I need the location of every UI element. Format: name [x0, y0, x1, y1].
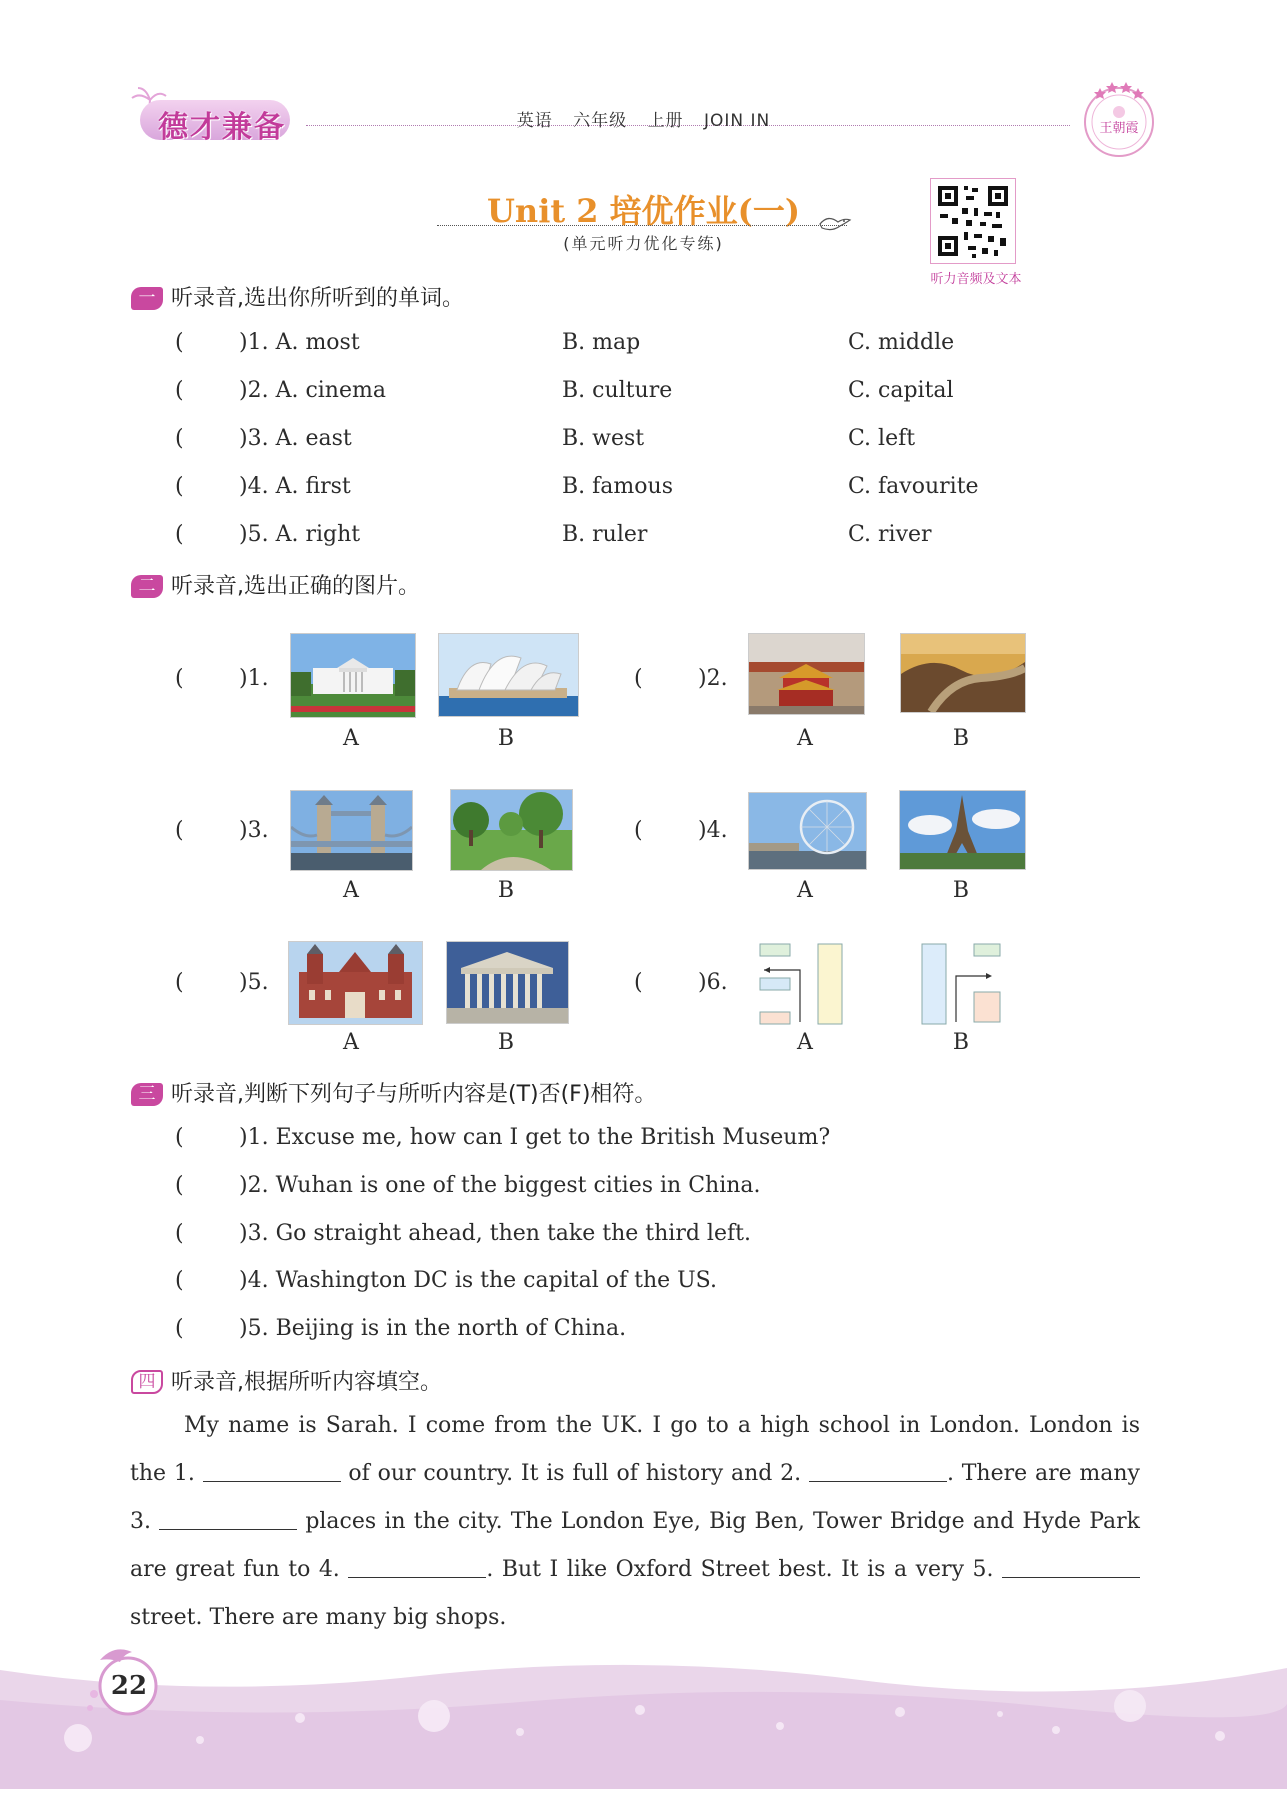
s1-q1-option-a: )1. A. most — [239, 330, 360, 355]
title-divider — [437, 225, 847, 226]
passage-part-1: My name is Sarah. I come from the UK. I go to a high school in London. London is the 1. — [130, 1413, 1140, 1486]
qr-code[interactable] — [930, 178, 1016, 264]
s2-q1-label-b: B — [497, 726, 515, 751]
passage-part-3: . There are many 3. — [130, 1461, 1140, 1534]
s2-q3-label-a: A — [343, 878, 359, 903]
british-museum-image — [447, 942, 568, 1023]
blank-4[interactable] — [348, 1559, 486, 1578]
s2-q5-label-a: A — [343, 1030, 359, 1055]
section2-badge: 二 — [131, 575, 163, 598]
s3-statement-1: ( )1. Excuse me, how can I get to the British Museum? — [175, 1125, 831, 1150]
s1-q2-option-b: B. culture — [562, 378, 673, 403]
s3-statement-2: ( )2. Wuhan is one of the biggest cities in China. — [175, 1173, 761, 1198]
s2-q4-picture-a[interactable] — [748, 792, 867, 870]
s3-statement-5: ( )5. Beijing is in the north of China. — [175, 1316, 627, 1341]
edition: JOIN IN — [703, 111, 771, 131]
london-eye-image — [749, 793, 866, 869]
s2-q4-label-b: B — [952, 878, 970, 903]
red-brick-museum-image — [289, 942, 422, 1024]
page-number: 22 — [110, 1671, 148, 1701]
svg-text:王朝霞: 王朝霞 — [1099, 121, 1139, 136]
s1-q4-option-c: C. favourite — [848, 474, 979, 499]
qr-code-icon — [930, 178, 1016, 264]
volume: 上册 — [647, 111, 684, 131]
passage-part-4: places in the city. The London Eye, Big Ben, Tower Bridge and Hyde Park are great fun to 4. — [130, 1509, 1140, 1582]
unit-title: Unit 2 培优作业(一) — [487, 192, 800, 230]
section3-heading — [131, 1077, 656, 1108]
s1-q1-option-c: C. middle — [848, 330, 955, 355]
s1-question-2: ( )2. A. cinema B. culture C. capital — [175, 378, 954, 403]
s1-q4-option-a: )4. A. first — [239, 474, 351, 499]
section2-heading — [131, 569, 420, 600]
tower-bridge-image — [291, 791, 412, 870]
s2-q4-number: )4. — [698, 818, 728, 843]
seal-icon — [1078, 78, 1160, 160]
passage-part-6: street. There are many big shops. — [130, 1605, 507, 1630]
eiffel-tower-image — [900, 791, 1025, 869]
s3-statement-3: ( )3. Go straight ahead, then take the third left. — [175, 1221, 751, 1246]
s2-q2-number: )2. — [698, 666, 728, 691]
s2-q3-label-b: B — [497, 878, 515, 903]
s1-q1-option-b: B. map — [562, 330, 641, 355]
qr-caption: 听力音频及文本 — [930, 272, 1022, 287]
blank-3[interactable] — [159, 1511, 297, 1530]
s2-q6-picture-a[interactable] — [756, 940, 846, 1030]
section4-heading — [131, 1365, 442, 1396]
turn-right-map-icon — [912, 940, 1002, 1030]
s1-q5-option-a: )5. A. right — [239, 522, 361, 547]
section4-badge: 四 — [131, 1370, 163, 1394]
s2-q4-picture-b[interactable] — [899, 790, 1026, 870]
s2-q2-label-b: B — [952, 726, 970, 751]
s2-q2-picture-a[interactable] — [748, 633, 865, 715]
s2-q3-picture-b[interactable] — [450, 789, 573, 871]
footer-decoration — [0, 1640, 1287, 1789]
s2-q4-label-a: A — [797, 878, 813, 903]
section1-heading — [131, 281, 464, 312]
great-wall-image — [901, 634, 1025, 712]
passage-part-5: . But I like Oxford Street best. It is a very 5. — [486, 1557, 994, 1582]
s1-q3-option-a: )3. A. east — [239, 426, 352, 451]
section1-instruction: 听录音,选出你所听到的单词。 — [171, 286, 464, 311]
s2-q1-picture-a[interactable] — [290, 633, 416, 718]
wave-decoration-icon — [0, 1640, 1287, 1789]
s2-q6-picture-b[interactable] — [912, 940, 1002, 1030]
s1-q2-option-a: )2. A. cinema — [239, 378, 386, 403]
s1-q5-option-b: B. ruler — [562, 522, 648, 547]
s2-q5-picture-a[interactable] — [288, 941, 423, 1025]
s3-statement-4: ( )4. Washington DC is the capital of the US. — [175, 1268, 717, 1293]
s1-question-3: ( )3. A. east B. west C. left — [175, 426, 916, 451]
s1-q2-option-c: C. capital — [848, 378, 954, 403]
s2-q3-picture-a[interactable] — [290, 790, 413, 871]
s1-question-5: ( )5. A. right B. ruler C. river — [175, 522, 932, 547]
s2-q1-number: )1. — [239, 666, 269, 691]
s1-q5-option-c: C. river — [848, 522, 932, 547]
s1-q3-option-c: C. left — [848, 426, 916, 451]
sydney-opera-house-image — [439, 634, 578, 716]
forbidden-city-image — [749, 634, 864, 714]
passage-part-2: of our country. It is full of history and 2. — [348, 1461, 802, 1486]
brand-text: 德才兼备 — [158, 110, 286, 145]
s1-question-4: ( )4. A. first B. famous C. favourite — [175, 474, 979, 499]
unit-subtitle: (单元听力优化专练) — [563, 234, 724, 253]
author-stamp — [1078, 78, 1160, 160]
s2-q1-label-a: A — [343, 726, 359, 751]
white-house-image — [291, 634, 415, 717]
s2-q6-label-b: B — [952, 1030, 970, 1055]
park-image — [451, 790, 572, 870]
fill-in-passage — [130, 1402, 1140, 1642]
s2-q1-picture-b[interactable] — [438, 633, 579, 717]
blank-2[interactable] — [809, 1463, 947, 1482]
s1-q3-option-b: B. west — [562, 426, 645, 451]
turn-left-map-icon — [756, 940, 846, 1030]
s2-q6-number: )6. — [698, 970, 728, 995]
section3-instruction: 听录音,判断下列句子与所听内容是(T)否(F)相符。 — [171, 1082, 657, 1107]
s2-q5-label-b: B — [497, 1030, 515, 1055]
section4-instruction: 听录音,根据所听内容填空。 — [171, 1370, 442, 1395]
section1-badge: 一 — [131, 287, 163, 310]
section3-badge: 三 — [131, 1083, 163, 1106]
s2-q5-number: )5. — [239, 970, 269, 995]
s2-q5-picture-b[interactable] — [446, 941, 569, 1024]
s2-q3-number: )3. — [239, 818, 269, 843]
blank-5[interactable] — [1002, 1559, 1140, 1578]
s2-q6-label-a: A — [797, 1030, 813, 1055]
section2-instruction: 听录音,选出正确的图片。 — [171, 574, 420, 599]
s1-question-1: ( )1. A. most B. map C. middle — [175, 330, 955, 355]
blank-1[interactable] — [203, 1463, 341, 1482]
s1-q4-option-b: B. famous — [562, 474, 673, 499]
s2-q2-picture-b[interactable] — [900, 633, 1026, 713]
subject: 英语 — [516, 111, 553, 131]
s2-q2-label-a: A — [797, 726, 813, 751]
grade: 六年级 — [573, 111, 628, 131]
